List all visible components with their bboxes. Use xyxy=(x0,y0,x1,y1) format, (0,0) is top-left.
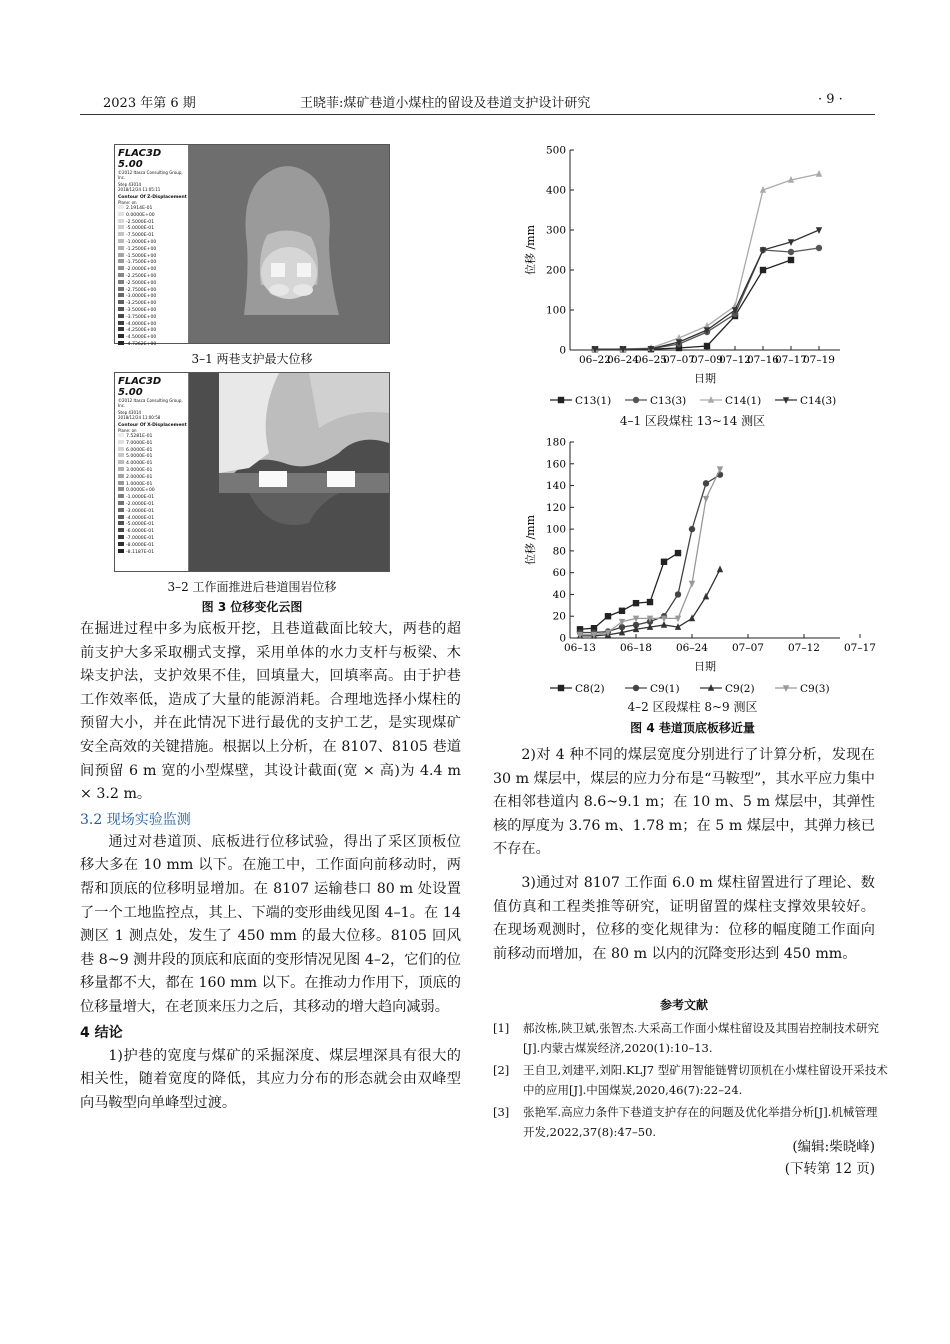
sim-legend-swatch xyxy=(118,535,124,539)
sim-legend-value: -3.5000E+00 xyxy=(126,307,157,313)
sim-legend-value: 2.0000E-01 xyxy=(126,474,153,480)
data-point xyxy=(788,249,794,255)
series-line xyxy=(580,469,720,635)
reference-number: [2] xyxy=(493,1063,510,1077)
y-axis-label: 位移 /mm xyxy=(524,514,537,566)
sim-caption-1: 3–1 两巷支护最大位移 xyxy=(191,352,313,366)
sim-legend-value: -3.0000E+00 xyxy=(126,294,157,300)
sim-legend-swatch xyxy=(118,212,124,216)
sim-date: 2018/12/24 11:05:11 xyxy=(118,187,161,192)
sim-legend-row xyxy=(118,334,188,341)
legend-label: C8(2) xyxy=(575,683,605,695)
sim-legend-row xyxy=(118,219,188,226)
sim-step: Step 43014 xyxy=(118,410,142,415)
sim-legend-value: -7.0000E-01 xyxy=(126,535,155,541)
legend-marker xyxy=(633,397,639,403)
sim-legend-swatch xyxy=(118,205,124,209)
sim-legend-value: -3.2500E+00 xyxy=(126,301,157,307)
continued-note: (下转第 12 页) xyxy=(784,1161,875,1177)
sim-legend-row xyxy=(118,508,188,515)
sim-contour-plot-1 xyxy=(189,145,389,343)
paragraph-3-1-end: 在掘进过程中多为底板开挖，且巷道截面比较大，两巷的超前支护大多采取棚式支撑，采用单体的水力支杆与板梁、木垛支护法，支护效果不佳，回填量大，回填率高。由于护巷工作效率低，造成了大量的能源消耗。合理地选择小煤柱的预留大小，并在此情况下进行最优的支护工艺，是实现煤矿安全高效的关键措施。根据以上分析，在 8107、8105 巷道间预留 6 m 宽的小型煤壁，其设计截面(宽 × 高)为 4.4 m × 3.2 m。 xyxy=(80,621,461,803)
data-point xyxy=(717,466,723,473)
sim-legend-value: -8.0000E-01 xyxy=(126,542,155,548)
sim-legend-row xyxy=(118,239,188,246)
data-point xyxy=(703,480,709,486)
sim-legend-row xyxy=(118,212,188,219)
sim-legend-row xyxy=(118,501,188,508)
x-tick-label: 06–25 xyxy=(635,354,667,366)
reference-item xyxy=(493,1060,888,1100)
sim-legend-swatch xyxy=(118,494,124,498)
data-point xyxy=(816,170,822,177)
y-tick-label: 300 xyxy=(545,224,566,237)
sim-legend-swatch xyxy=(118,259,124,263)
sim-legend-swatch xyxy=(118,307,124,311)
paragraph-conclusion-1: 1)护巷的宽度与煤矿的采掘深度、煤层埋深具有很大的相关性，随着宽度的降低，其应力分布的形态就会由双峰型向马鞍型向单峰型过渡。 xyxy=(80,1047,461,1111)
sim-legend-value: -4.0000E+00 xyxy=(126,321,157,327)
sim-legend-swatch xyxy=(118,542,124,546)
y-tick-label: 80 xyxy=(552,545,566,558)
sim-legend-value: 5.0000E-01 xyxy=(126,454,153,460)
reference-text: 郝汝栋,陕卫斌,张智杰.大采高工作面小煤柱留设及其围岩控制技术研究[J].内蒙古煤炭经济,2020(1):10–13. xyxy=(523,1021,879,1055)
x-tick-label: 07–17 xyxy=(844,642,876,654)
sim-legend-row xyxy=(118,307,188,314)
data-point xyxy=(619,608,625,614)
sim-legend-value: -1.0000E+00 xyxy=(126,239,157,245)
reference-text: 王自卫,刘建平,刘阳.KLJ7 型矿用智能链臂切顶机在小煤柱留设开采技术中的应用[J].中国煤炭,2020,46(7):22–24. xyxy=(523,1063,888,1097)
page-number: · 9 · xyxy=(818,92,843,107)
sim-legend-swatch xyxy=(118,266,124,270)
legend-label: C14(3) xyxy=(800,395,837,407)
y-tick-label: 500 xyxy=(545,144,566,157)
y-tick-label: 20 xyxy=(552,610,566,623)
reference-text: 张艳军.高应力条件下巷道支护存在的问题及优化举措分析[J].机械管理开发,2022,37(8):47–50. xyxy=(523,1105,878,1139)
sim-legend-swatch xyxy=(118,341,124,345)
data-point xyxy=(760,267,766,273)
legend-label: C9(3) xyxy=(800,683,830,695)
sim-legend-swatch xyxy=(118,232,124,236)
sim-legend-row xyxy=(118,447,188,454)
sim-legend-row xyxy=(118,467,188,474)
data-point xyxy=(647,599,653,605)
sim-legend-value: 7.5281E-01 xyxy=(126,434,153,439)
sim-legend-row xyxy=(118,300,188,307)
sim-legend-row xyxy=(118,542,188,549)
sim-legend-swatch xyxy=(118,508,124,512)
sim-legend-row xyxy=(118,246,188,253)
sim-legend-row xyxy=(118,321,188,328)
sim-legend-value: -6.0000E-01 xyxy=(126,529,155,535)
sim-legend-value: 2.1914E-01 xyxy=(126,206,153,211)
sim-legend-swatch xyxy=(118,481,124,485)
sim-legend-swatch xyxy=(118,225,124,229)
x-tick-label: 07–17 xyxy=(775,354,807,366)
sim-legend-swatch xyxy=(118,273,124,277)
sim-contour: Contour Of X-Displacement xyxy=(118,423,187,428)
sim-legend-swatch xyxy=(118,287,124,291)
data-point xyxy=(689,581,695,588)
y-tick-label: 0 xyxy=(559,344,566,357)
sim-legend-value: 0.0000E+00 xyxy=(126,212,155,218)
sim-legend-swatch xyxy=(118,280,124,284)
legend-label: C13(3) xyxy=(650,395,687,407)
sim-legend-value: 0.0000E+00 xyxy=(126,488,155,494)
sim-legend-value: 1.0000E-01 xyxy=(126,481,153,487)
sim-legend-value: 6.0000E-01 xyxy=(126,447,153,453)
sim-legend-value: -1.5000E+00 xyxy=(126,253,157,259)
sim-legend-row xyxy=(118,487,188,494)
sim-legend-2 xyxy=(115,373,189,571)
sim-legend-row xyxy=(118,341,188,348)
sim-legend-value: -5.0000E-01 xyxy=(126,226,155,232)
sim-legend-swatch xyxy=(118,515,124,519)
x-tick-label: 06–24 xyxy=(676,642,708,654)
x-tick-label: 06–18 xyxy=(620,642,652,654)
x-tick-label: 07–07 xyxy=(663,354,695,366)
y-tick-label: 0 xyxy=(559,632,566,645)
sim-legend-value: -3.0000E-01 xyxy=(126,508,155,514)
legend-label: C13(1) xyxy=(575,395,612,407)
reference-number: [3] xyxy=(493,1105,510,1119)
sim-contour-plot-2 xyxy=(189,373,389,571)
sim-legend-value: -4.7262E+00 xyxy=(126,341,157,347)
sim-title: FLAC3D 5.00 xyxy=(118,148,162,170)
data-point xyxy=(816,245,822,251)
sim-legend-swatch xyxy=(118,447,124,451)
x-tick-label: 07–12 xyxy=(719,354,751,366)
sim-legend-row xyxy=(118,314,188,321)
data-point xyxy=(661,559,667,565)
sim-legend-1 xyxy=(115,145,189,347)
data-point xyxy=(675,550,681,556)
data-point xyxy=(704,343,710,349)
sim-legend-value: -2.0000E-01 xyxy=(126,501,155,507)
y-tick-label: 120 xyxy=(545,501,566,514)
sim-legend-row xyxy=(118,293,188,300)
legend-label: C9(1) xyxy=(650,683,680,695)
data-point xyxy=(788,257,794,263)
sim-legend-value: -5.0000E-01 xyxy=(126,522,155,528)
x-tick-label: 06–24 xyxy=(607,354,639,366)
journal-issue: 2023 年第 6 期 xyxy=(103,96,196,111)
x-tick-label: 07–07 xyxy=(732,642,764,654)
sim-legend-row xyxy=(118,327,188,334)
sim-legend-row xyxy=(118,453,188,460)
sim-legend-swatch xyxy=(118,433,124,437)
legend-marker xyxy=(633,685,639,691)
sim-step: Step 43014 xyxy=(118,182,142,187)
sim-legend-row xyxy=(118,515,188,522)
chart-4-1 xyxy=(515,140,855,405)
sim-legend-swatch xyxy=(118,474,124,478)
sim-legend-row xyxy=(118,528,188,535)
right-column xyxy=(493,744,875,966)
sim-legend-row xyxy=(118,549,188,556)
y-tick-label: 180 xyxy=(545,436,566,449)
x-axis-label: 日期 xyxy=(694,660,716,673)
sim-legend-value: 7.0000E-01 xyxy=(126,440,153,446)
y-tick-label: 200 xyxy=(545,264,566,277)
sim-plane: Plane: on xyxy=(118,428,137,433)
sim-legend-row xyxy=(118,481,188,488)
sim-image-2 xyxy=(114,372,390,572)
data-point xyxy=(619,619,625,626)
sim-legend-row xyxy=(118,266,188,273)
sim-legend-value: -2.5000E+00 xyxy=(126,280,157,286)
data-point xyxy=(717,565,723,572)
y-axis-label: 位移 /mm xyxy=(524,224,537,276)
sim-values-2 xyxy=(118,433,188,555)
sim-legend-value: -7.5000E-01 xyxy=(126,233,155,239)
y-tick-label: 160 xyxy=(545,458,566,471)
legend-label: C9(2) xyxy=(725,683,755,695)
y-tick-label: 140 xyxy=(545,480,566,493)
sim-date: 2018/12/24 11:00:58 xyxy=(118,415,161,420)
section-3-2-heading: 3.2 现场实验监测 xyxy=(80,811,191,828)
sim-legend-value: -1.7500E+00 xyxy=(126,260,157,266)
sim-legend-row xyxy=(118,273,188,280)
running-title: 王晓菲:煤矿巷道小煤柱的留设及巷道支护设计研究 xyxy=(300,96,591,111)
sim-legend-row xyxy=(118,205,188,212)
sim-title: FLAC3D 5.00 xyxy=(118,376,162,398)
x-tick-label: 06–13 xyxy=(564,642,596,654)
data-point xyxy=(675,591,681,597)
sim-values-1 xyxy=(118,205,188,348)
sim-contour: Contour Of Z-Displacement xyxy=(118,195,187,200)
sim-legend-value: -1.0000E-01 xyxy=(126,495,155,501)
sim-legend-row xyxy=(118,494,188,501)
reference-number: [1] xyxy=(493,1021,510,1035)
reference-item xyxy=(493,1018,879,1058)
sim-legend-swatch xyxy=(118,253,124,257)
sim-legend-swatch xyxy=(118,549,124,553)
y-tick-label: 100 xyxy=(545,304,566,317)
section-4-heading: 4 结论 xyxy=(80,1024,123,1041)
sim-legend-value: 3.0000E-01 xyxy=(126,467,153,473)
paragraph-conclusion-2: 2)对 4 种不同的煤层宽度分别进行了计算分析，发现在 30 m 煤层中，煤层的应力分布是“马鞍型”，其水平应力集中在相邻巷道内 8.6~9.1 m；在 10 m、5 m 煤层中，其弹性核的厚度为 3.76 m、1.78 m；在 5 m 煤层中，其弹力核已不存在。 xyxy=(493,747,875,858)
x-axis-label: 日期 xyxy=(694,372,716,385)
sim-legend-value: -2.0000E+00 xyxy=(126,267,157,273)
sim-legend-row xyxy=(118,225,188,232)
series-line xyxy=(580,475,720,633)
references-heading: 参考文献 xyxy=(659,998,708,1012)
y-tick-label: 400 xyxy=(545,184,566,197)
sim-legend-swatch xyxy=(118,327,124,331)
figure-4-caption: 图 4 巷道顶底板移近量 xyxy=(630,721,755,735)
sim-legend-value: -8.1187E-01 xyxy=(126,549,155,555)
chart-4-2 xyxy=(515,432,876,695)
sim-legend-row xyxy=(118,521,188,528)
sim-legend-row xyxy=(118,232,188,239)
sim-legend-row xyxy=(118,474,188,481)
sim-company: ©2012 Itasca Consulting Group, Inc. xyxy=(118,398,183,408)
sim-legend-row xyxy=(118,280,188,287)
sim-legend-swatch xyxy=(118,440,124,444)
x-tick-label: 07–16 xyxy=(747,354,779,366)
data-point xyxy=(605,613,611,619)
sim-legend-value: -4.5000E+00 xyxy=(126,335,157,341)
sim-legend-swatch xyxy=(118,246,124,250)
x-tick-label: 06–22 xyxy=(579,354,611,366)
editor-note: (编辑:柴晓峰) xyxy=(792,1139,875,1155)
y-tick-label: 40 xyxy=(552,588,566,601)
sim-legend-row xyxy=(118,440,188,447)
sim-legend-row xyxy=(118,535,188,542)
sim-legend-swatch xyxy=(118,293,124,297)
sim-legend-value: -4.2500E+00 xyxy=(126,328,157,334)
sim-company: ©2012 Itasca Consulting Group, Inc. xyxy=(118,170,183,180)
sim-image-1 xyxy=(114,144,390,347)
y-tick-label: 100 xyxy=(545,523,566,536)
sim-legend-value: -2.7500E+00 xyxy=(126,287,157,293)
chart-caption-4-2: 4–2 区段煤柱 8~9 测区 xyxy=(627,700,758,714)
sim-plane: Plane: on xyxy=(118,200,137,205)
x-tick-label: 07–19 xyxy=(803,354,835,366)
sim-legend-row xyxy=(118,259,188,266)
sim-legend-swatch xyxy=(118,334,124,338)
sim-legend-swatch xyxy=(118,300,124,304)
sim-legend-swatch xyxy=(118,487,124,491)
sim-legend-swatch xyxy=(118,321,124,325)
sim-legend-swatch xyxy=(118,501,124,505)
sim-legend-row xyxy=(118,253,188,260)
sim-legend-value: -3.7500E+00 xyxy=(126,314,157,320)
sim-legend-swatch xyxy=(118,453,124,457)
sim-legend-swatch xyxy=(118,239,124,243)
legend-label: C14(1) xyxy=(725,395,762,407)
chart-caption-4-1: 4–1 区段煤柱 13~14 测区 xyxy=(619,414,766,428)
sim-legend-value: -2.5000E-01 xyxy=(126,219,155,225)
data-point xyxy=(703,496,709,503)
sim-legend-value: -2.2500E+00 xyxy=(126,273,157,279)
sim-legend-row xyxy=(118,433,188,440)
sim-legend-swatch xyxy=(118,219,124,223)
sim-legend-row xyxy=(118,287,188,294)
left-column xyxy=(80,618,461,1115)
header-rule xyxy=(80,114,875,115)
data-point xyxy=(689,526,695,532)
sim-legend-swatch xyxy=(118,467,124,471)
sim-legend-swatch xyxy=(118,460,124,464)
sim-legend-swatch xyxy=(118,528,124,532)
paragraph-3-2: 通过对巷道顶、底板进行位移试验，得出了采区顶板位移大多在 10 mm 以下。在施工中，工作面向前移动时，两帮和顶底的位移明显增加。在 8107 运输巷口 80 m 处设置了一个工地监控点，其上、下端的变形曲线见图 4–1。在 14 测区 1 测点处，发生了 450 mm 的最大位移。8105 回风巷 8~9 测井段的顶底和底面的变形情况见图 4–2，它们的位移量都不大，都在 160 mm 以下。在推动力作用下，顶底的位移量增大，在老顶来压力之后，其移动的增大趋向减弱。 xyxy=(80,833,461,1015)
x-tick-label: 07–12 xyxy=(788,642,820,654)
sim-legend-value: -1.2500E+00 xyxy=(126,246,157,252)
figure-3-caption: 图 3 位移变化云图 xyxy=(201,600,303,614)
sim-legend-row xyxy=(118,460,188,467)
sim-legend-value: 4.0000E-01 xyxy=(126,461,153,467)
sim-legend-swatch xyxy=(118,314,124,318)
y-tick-label: 60 xyxy=(552,567,566,580)
x-tick-label: 07–09 xyxy=(691,354,723,366)
legend-marker xyxy=(558,397,564,403)
data-point xyxy=(633,600,639,606)
sim-legend-value: -4.0000E-01 xyxy=(126,515,155,521)
sim-caption-2: 3–2 工作面推进后巷道围岩位移 xyxy=(167,580,337,594)
sim-legend-swatch xyxy=(118,521,124,525)
paragraph-conclusion-3: 3)通过对 8107 工作面 6.0 m 煤柱留置进行了理论、数值仿真和工程类推等研究，证明留置的煤柱支撑效果较好。在现场观测时，位移的变化规律为：位移的幅度随工作面向前移动而增加，在 80 m 以内的沉降变形达到 450 mm。 xyxy=(493,874,875,962)
legend-marker xyxy=(558,685,564,691)
